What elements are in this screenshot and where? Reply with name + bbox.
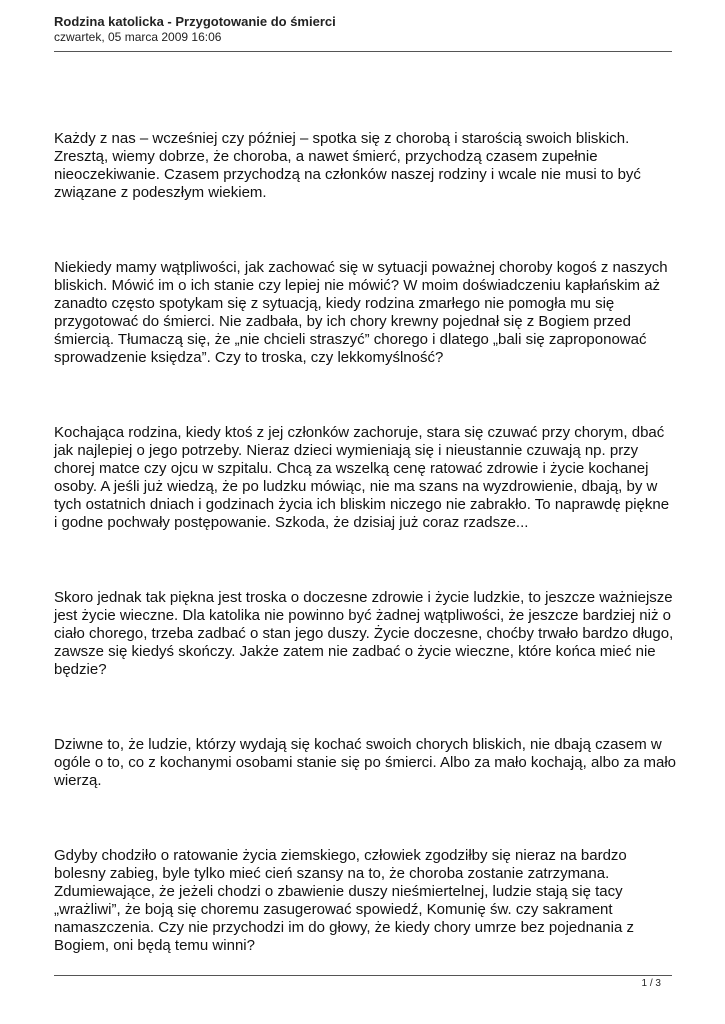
page-number: 1 / 3 [641, 978, 661, 989]
paragraph-4: Skoro jednak tak piękna jest troska o doczesne zdrowie i życie ludzkie, to jeszcze ważniejsze jest życie wieczne. Dla katolika nie powinno być żadnej wątpliwości, że jeszcze bardziej niż o ciało chorego, trzeba zadbać o stan jego duszy. Życie doczesne, choćby trwało bardzo długo, zawsze się kiedyś skończy. Jakże zatem nie zadbać o życie wieczne, które końca mieć nie będzie? [54, 589, 674, 678]
document-title: Rodzina katolicka - Przygotowanie do śmierci [54, 14, 336, 29]
paragraph-6: Gdyby chodziło o ratowanie życia ziemskiego, człowiek zgodziłby się nieraz na bardzo bolesny zabieg, byle tylko mieć cień szansy na to, że choroba zostanie zatrzymana. Zdumiewające, że jeżeli chodzi o zbawienie duszy nieśmiertelnej, ludzie stają się tacy „wrażliwi”, że boją się choremu zasugerować spowiedź, Komunię św. czy sakrament namaszczenia. Czy nie przychodzi im do głowy, że kiedy chory umrze bez pojednania z Bogiem, oni będą temu winni? [54, 847, 634, 954]
document-date: czwartek, 05 marca 2009 16:06 [54, 30, 222, 44]
paragraph-1: Każdy z nas – wcześniej czy później – spotka się z chorobą i starością swoich bliskich. Zresztą, wiemy dobrze, że choroba, a nawet śmierć, przychodzą czasem zupełnie nieoczekiwanie. Czasem przychodzą na członków naszej rodziny i wcale nie musi to być związane z podeszłym wiekiem. [54, 130, 641, 201]
paragraph-3: Kochająca rodzina, kiedy ktoś z jej członków zachoruje, stara się czuwać przy chorym, dbać jak najlepiej o jego potrzeby. Nieraz dzieci wymieniają się i nieustannie czuwają np. przy chorej matce czy ojcu w szpitalu. Chcą za wszelką cenę ratować zdrowie i życie kochanej osoby. A jeśli już wiedzą, że po ludzku mówiąc, nie ma szans na wyzdrowienie, dbają, by w tych ostatnich dniach i godzinach życia ich bliskim niczego nie zabrakło. To naprawdę piękne i godne pochwały postępowanie. Szkoda, że dzisiaj już coraz rzadsze... [54, 424, 670, 531]
article-body [54, 130, 676, 955]
header-divider [54, 51, 672, 52]
paragraph-2: Niekiedy mamy wątpliwości, jak zachować się w sytuacji poważnej choroby kogoś z naszych bliskich. Mówić im o ich stanie czy lepiej nie mówić? W moim doświadczeniu kapłańskim aż zanadto często spotykam się z sytuacją, kiedy rodzina zmarłego nie pomogła mu się przygotować do śmierci. Nie zadbała, by ich chory krewny pojednał się z Bogiem przed śmiercią. Tłumaczą się, że „nie chcieli straszyć” chorego i dlatego „bali się zaproponować sprowadzenie księdza”. Czy to troska, czy lekkomyślność? [54, 259, 668, 366]
footer-divider [54, 975, 672, 976]
document-header [54, 14, 674, 45]
paragraph-5: Dziwne to, że ludzie, którzy wydają się kochać swoich chorych bliskich, nie dbają czasem w ogóle o to, co z kochanymi osobami stanie się po śmierci. Albo za mało kochają, albo za mało wierzą. [54, 736, 676, 789]
